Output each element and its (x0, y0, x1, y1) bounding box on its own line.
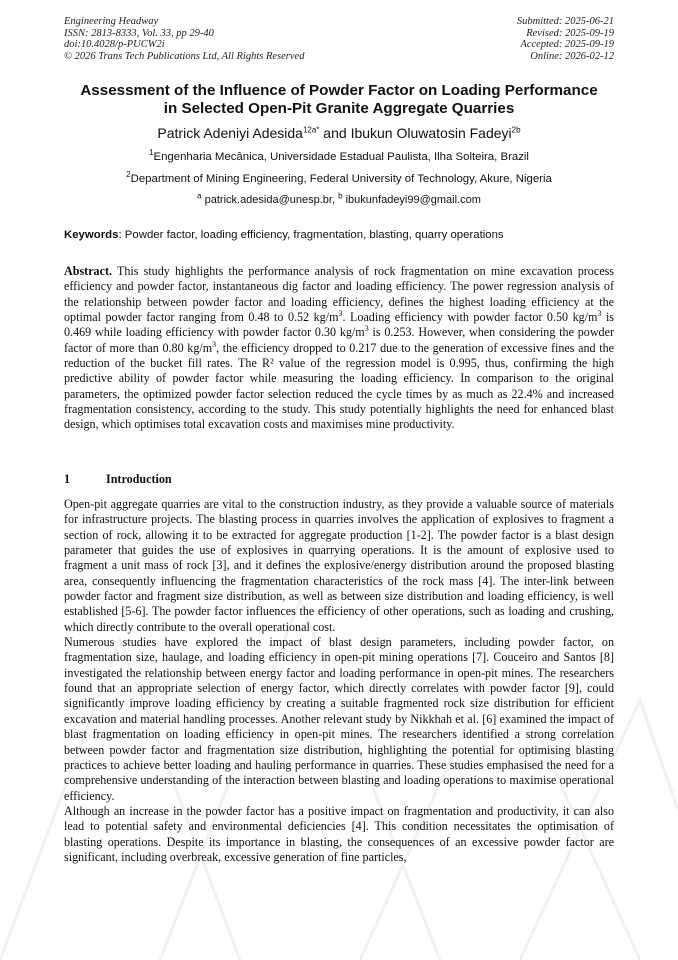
affiliation-2-mark: 2 (126, 170, 131, 180)
author-2-name: Ibukun Oluwatosin Fadeyi (350, 125, 512, 141)
journal-name: Engineering Headway (64, 16, 159, 27)
intro-paragraph-3: Although an increase in the powder factor has a positive impact on fragmentation and productivity, it can also lead to potential safety and environmental deficiencies [4]. This condition necessitates the optimisation of blasting operations. Despite its importance in blasting, the consequences of an excessive powder factor are significant, including overbreak, excessive generation of fine particles, (64, 803, 614, 864)
intro-paragraph-1: Open-pit aggregate quarries are vital to the construction industry, as they provide a valuable source of materials for infrastructure projects. The blasting process in quarries involves the application of explosives to fragment a section of rock, allowing it to be extracted for aggregate production [1-2]. The powder factor is a blast design parameter that guides the use of explosives in quarrying operations. It is the amount of explosive used to fragment a unit mass of rock [3], and it defines the explosive/energy distribution around the proposed blasting area, consequently influencing the fragmentation characteristics of the rock mass [4]. The inter-link between powder factor and fragment size distribution, as well as between size distribution and loading efficiency, is well established [5-6]. The powder factor influences the efficiency of other operations, such as loading and crushing, which directly contribute to the overall operational cost. (64, 497, 614, 634)
intro-paragraph-2: Numerous studies have explored the impact of blast design parameters, including powder factor, on fragmentation size, haulage, and loading efficiency in open-pit mining operations [7]. Couceiro and Santos [8] investigated the relationship between energy factor and loading performance in open-pit mines. The researchers found that an appropriate selection of energy factor, which directly correlates with powder factor [9], could significantly improve loading efficiency by creating a suitable fragmented rock size distribution for efficient excavation and material handling processes. Another relevant study by Nikkhah et al. [6] examined the impact of blast fragmentation on loading efficiency in open-pit mines. The researchers identified a strong correlation between powder factor and fragmentation size distribution, highlighting the potential for optimising blasting practices to achieve better loading and hauling performance in quarries. These studies emphasised the need for a comprehensive understanding of the interaction between blasting and loading operations to maximise operational efficiency. (64, 635, 614, 803)
submitted-date: Submitted: 2025-06-21 (516, 16, 614, 27)
keywords-label: Keywords (64, 229, 119, 241)
revised-date: Revised: 2025-09-19 (526, 27, 614, 39)
paper-title (50, 82, 628, 118)
abstract-part-3: is 0.469 while loading efficiency with powder factor 0.30 kg/m (64, 310, 615, 340)
author-list (40, 125, 638, 141)
abstract-part-4: is 0.253. However, when considering the powder factor of more than 0.80 kg/m (64, 325, 615, 355)
introduction-body (64, 497, 614, 865)
affiliation-1-text: Engenharia Mecânica, Universidade Estadual Paulista, Ilha Solteira, Brazil (153, 151, 529, 163)
email-a-mark: a (197, 191, 202, 201)
abstract-part-1: This study highlights the performance analysis of rock fragmentation on mine excavation process efficiency and powder factor, instantaneous dig factor and loading efficiency. The power regression analysis of the relationship between powder factor and loading efficiency, defines the highest loading efficiency at the optimal powder factor ranging from 0.48 to 0.52 kg/m (64, 264, 614, 325)
keywords-line (64, 229, 616, 241)
issn-line: ISSN: 2813-8333, Vol. 33, pp 29-40 (64, 27, 214, 39)
header-right (517, 16, 614, 62)
email-b-mark: b (338, 191, 343, 201)
email-b[interactable]: ibukunfadeyi99@gmail.com (345, 194, 481, 206)
online-date: Online: 2026-02-12 (530, 50, 614, 62)
abstract-part-5: , the efficiency dropped to 0.217 due to the generation of excessive fines and the reduction of the bucket fill rates. The R² value of the regression model is 0.995, thus, confirming the high predictive ability of powder factor while measuring the loading efficiency. In comparison to the original parameters, the optimized powder factor selection reduced the cycle times by as much as 22.4% and increased fragmentation consistency, according to the study. This study potentially highlights the need for enhanced blast design, which optimises total excavation costs and maximises mine productivity. (64, 340, 614, 432)
email-a[interactable]: patrick.adesida@unesp.br, (204, 194, 336, 206)
author-emails (40, 191, 638, 206)
cube-superscript-4: 3 (212, 339, 217, 349)
affiliation-1-mark: 1 (149, 148, 154, 158)
header-left (64, 16, 304, 62)
section-number: 1 (64, 472, 71, 486)
affiliation-2 (40, 170, 638, 185)
cube-superscript-3: 3 (364, 324, 369, 334)
doi-line[interactable]: doi:10.4028/p-PUCW2i (64, 39, 165, 51)
section-heading-introduction (64, 472, 172, 487)
author-connector: and (319, 125, 351, 141)
affiliation-2-text: Department of Mining Engineering, Federal University of Technology, Akure, Nigeria (130, 173, 552, 185)
accepted-date: Accepted: 2025-09-19 (520, 39, 614, 51)
author-1-affiliation: 12a* (302, 125, 320, 135)
section-title: Introduction (106, 472, 172, 486)
author-2-affiliation: 2b (511, 125, 521, 135)
abstract-label: Abstract. (64, 264, 113, 278)
title-line-1: Assessment of the Influence of Powder Factor on Loading Performance (80, 82, 598, 99)
cube-superscript-1: 3 (338, 309, 343, 318)
cube-superscript-2: 3 (597, 309, 602, 318)
copyright-line: © 2026 Trans Tech Publications Ltd, All Rights Reserved (64, 50, 305, 62)
abstract (64, 264, 614, 433)
author-1-name: Patrick Adeniyi Adesida (157, 125, 303, 141)
abstract-part-2: . Loading efficiency with powder factor 0.50 kg/m (342, 310, 598, 325)
affiliation-1 (40, 148, 638, 163)
title-line-2: in Selected Open-Pit Granite Aggregate Quarries (163, 100, 515, 117)
keywords-text: : Powder factor, loading efficiency, fragmentation, blasting, quarry operations (118, 229, 504, 241)
